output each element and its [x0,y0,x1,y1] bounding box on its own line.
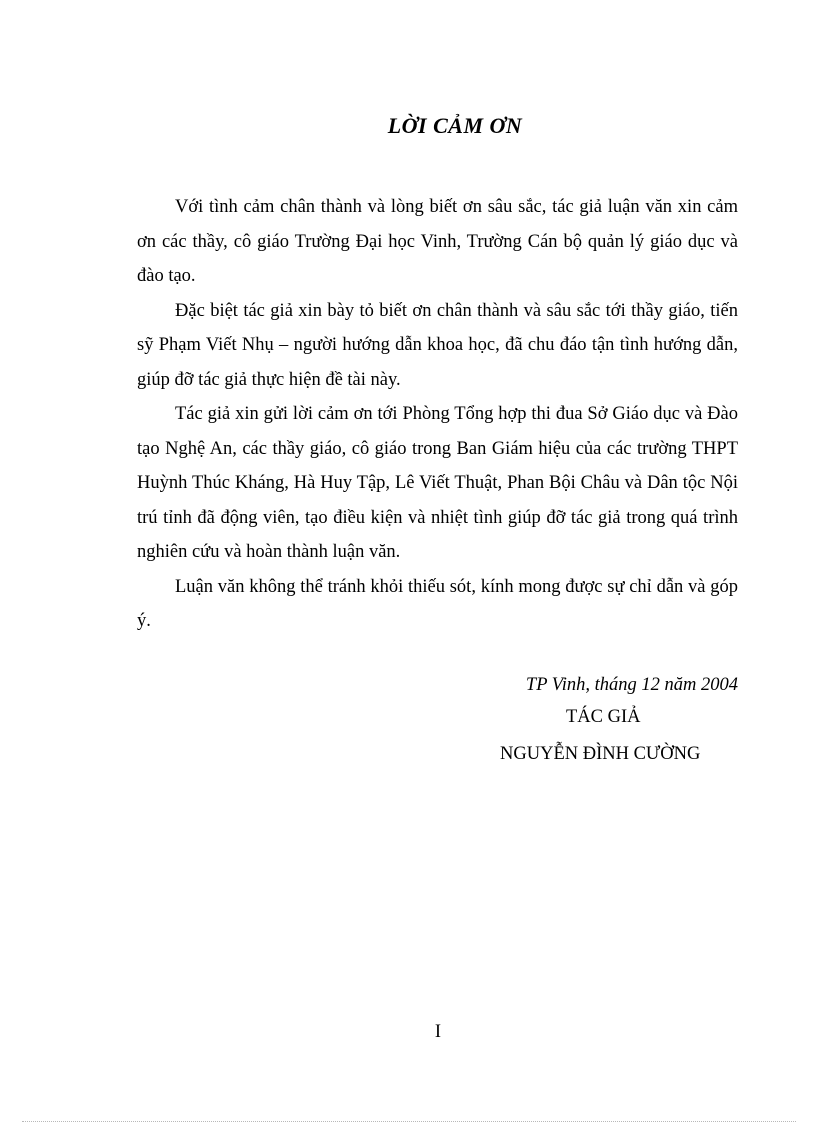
paragraph-1: Với tình cảm chân thành và lòng biết ơn sâu sắc, tác giả luận văn xin cảm ơn các thầy, cô giáo Trường Đại học Vinh, Trường Cán bộ quản lý giáo dục và đào tạo. [137,197,738,286]
page-title: LỜI CẢM ƠN [387,113,523,138]
signature-role: TÁC GIẢ [566,707,641,727]
paragraph-4: Luận văn không thể tránh khỏi thiếu sót, kính mong được sự chỉ dẫn và góp ý. [137,576,738,631]
signature-date: TP Vinh, tháng 12 năm 2004 [525,675,738,695]
page-number: I [434,1022,442,1042]
signature-name: NGUYỄN ĐÌNH CƯỜNG [500,744,701,764]
paragraph-2: Đặc biệt tác giả xin bày tỏ biết ơn chân thành và sâu sắc tới thầy giáo, tiến sỹ Phạm Viết Nhụ – người hướng dẫn khoa học, đã chu đáo tận tình hướng dẫn, giúp đỡ tác giả thực hiện đề tài này. [137,300,738,390]
page-bottom-divider [22,1121,796,1122]
paragraph-3: Tác giả xin gửi lời cảm ơn tới Phòng Tổng hợp thi đua Sở Giáo dục và Đào tạo Nghệ An, các thầy giáo, cô giáo trong Ban Giám hiệu của các trường THPT Huỳnh Thúc Kháng, Hà Huy Tập, Lê Viết Thuật, Phan Bội Châu và Dân tộc Nội trú tỉnh đã động viên, tạo điều kiện và nhiệt tình giúp đỡ tác giả trong quá trình nghiên cứu và hoàn thành luận văn. [137,404,738,562]
body-text [137,190,738,639]
